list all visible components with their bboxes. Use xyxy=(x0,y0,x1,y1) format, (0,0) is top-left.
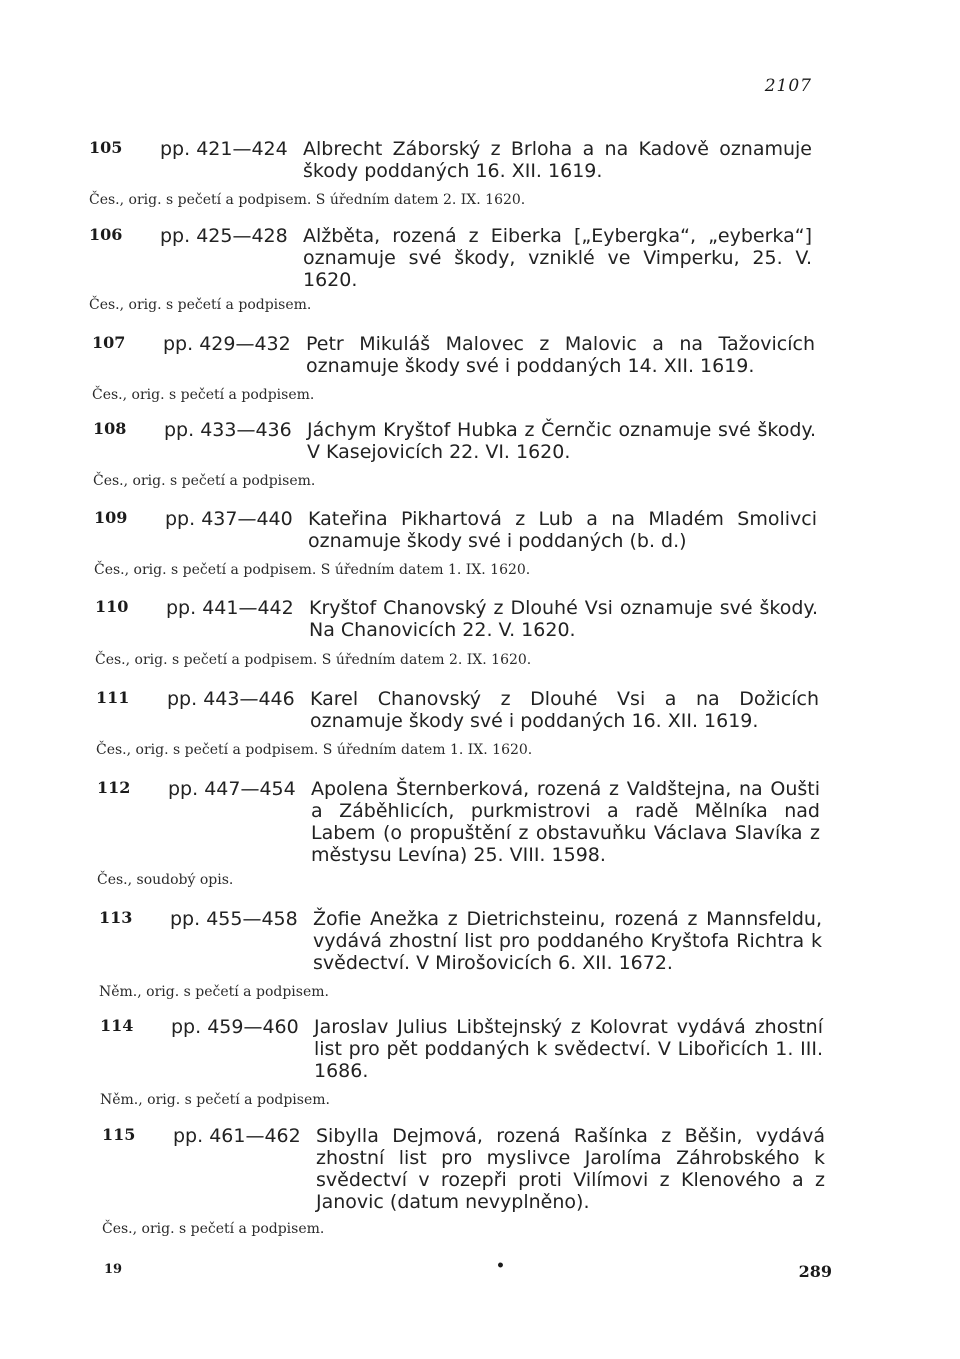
entry-title: Karel Chanovský z Dlouhé Vsi a na Dožicích oznamuje škody své i poddaných 16. XII. 1619. xyxy=(310,688,819,732)
entry-number: 110 xyxy=(95,597,129,616)
entry-title: Apolena Šternberková, rozená z Valdštejna, na Oušti a Záběhlicích, purkmistrovi a radě Mělníka nad Labem (o propuštění z obstavuňku Václava Slavíka z městysu Levína) 25. VIII. 1598. xyxy=(311,778,820,866)
entry-number: 105 xyxy=(89,138,123,157)
entry-note: Čes., orig. s pečetí a podpisem. xyxy=(102,1221,325,1237)
entry-pages: pp. 461—462 xyxy=(173,1125,301,1147)
entry-number: 113 xyxy=(99,908,133,927)
entry-number: 112 xyxy=(97,778,131,797)
entry-pages: pp. 433—436 xyxy=(164,419,292,441)
entry-number: 114 xyxy=(100,1016,134,1035)
entry-number: 108 xyxy=(93,419,127,438)
entry-pages: pp. 421—424 xyxy=(160,138,288,160)
page-header-number: 2107 xyxy=(764,76,812,96)
entry-pages: pp. 429—432 xyxy=(163,333,291,355)
entry-note: Čes., orig. s pečetí a podpisem. S úředním datem 2. IX. 1620. xyxy=(89,192,526,208)
entry-title: Sibylla Dejmová, rozená Rašínka z Běšin, vydává zhostní list pro myslivce Jarolíma Záhrobského k svědectví v rozepři proti Vilímovi z Klenového a z Janovic (datum nevyplněno). xyxy=(316,1125,825,1213)
entry-pages: pp. 437—440 xyxy=(165,508,293,530)
entry-pages: pp. 443—446 xyxy=(167,688,295,710)
entry-pages: pp. 425—428 xyxy=(160,225,288,247)
entry-note: Čes., soudobý opis. xyxy=(97,872,234,888)
entry-note: Čes., orig. s pečetí a podpisem. S úředním datem 1. IX. 1620. xyxy=(94,562,531,578)
entry-title: Jaroslav Julius Libštejnský z Kolovrat vydává zhostní list pro pět poddaných k svědectví. V Libořicích 1. III. 1686. xyxy=(314,1016,823,1082)
entry-title: Kryštof Chanovský z Dlouhé Vsi oznamuje své škody. Na Chanovicích 22. V. 1620. xyxy=(309,597,818,641)
entry-number: 109 xyxy=(94,508,128,527)
entry-note: Čes., orig. s pečetí a podpisem. S úředním datem 2. IX. 1620. xyxy=(95,652,532,668)
footer-signature-mark: 19 xyxy=(104,1262,123,1277)
entry-title: Kateřina Pikhartová z Lub a na Mladém Smolivci oznamuje škody své i poddaných (b. d.) xyxy=(308,508,817,552)
entry-note: Čes., orig. s pečetí a podpisem. xyxy=(92,387,315,403)
entry-note: Čes., orig. s pečetí a podpisem. xyxy=(89,297,312,313)
entry-note: Čes., orig. s pečetí a podpisem. S úředním datem 1. IX. 1620. xyxy=(96,742,533,758)
entry-number: 111 xyxy=(96,688,130,707)
entry-pages: pp. 455—458 xyxy=(170,908,298,930)
entry-title: Jáchym Kryštof Hubka z Černčic oznamuje své škody. V Kasejovicích 22. VI. 1620. xyxy=(307,419,816,463)
entry-number: 107 xyxy=(92,333,126,352)
entry-title: Albrecht Záborský z Brloha a na Kadově oznamuje škody poddaných 16. XII. 1619. xyxy=(303,138,812,182)
footer-page-number: 289 xyxy=(798,1262,832,1281)
entry-number: 106 xyxy=(89,225,123,244)
entry-note: Něm., orig. s pečetí a podpisem. xyxy=(100,1092,330,1108)
entry-note: Čes., orig. s pečetí a podpisem. xyxy=(93,473,316,489)
footer-dot: • xyxy=(496,1258,505,1274)
entry-number: 115 xyxy=(102,1125,136,1144)
entry-pages: pp. 447—454 xyxy=(168,778,296,800)
entry-title: Petr Mikuláš Malovec z Malovic a na Tažovicích oznamuje škody své i poddaných 14. XII. 1619. xyxy=(306,333,815,377)
entry-pages: pp. 441—442 xyxy=(166,597,294,619)
entry-title: Žofie Anežka z Dietrichsteinu, rozená z Mannsfeldu, vydává zhostní list pro poddaného Kryštofa Richtra k svědectví. V Mirošovicích 6. XII. 1672. xyxy=(313,908,822,974)
entry-note: Něm., orig. s pečetí a podpisem. xyxy=(99,984,329,1000)
entry-title: Alžběta, rozená z Eiberka [„Eybergka“, „eyberka“] oznamuje své škody, vzniklé ve Vimperku, 25. V. 1620. xyxy=(303,225,812,291)
entry-pages: pp. 459—460 xyxy=(171,1016,299,1038)
